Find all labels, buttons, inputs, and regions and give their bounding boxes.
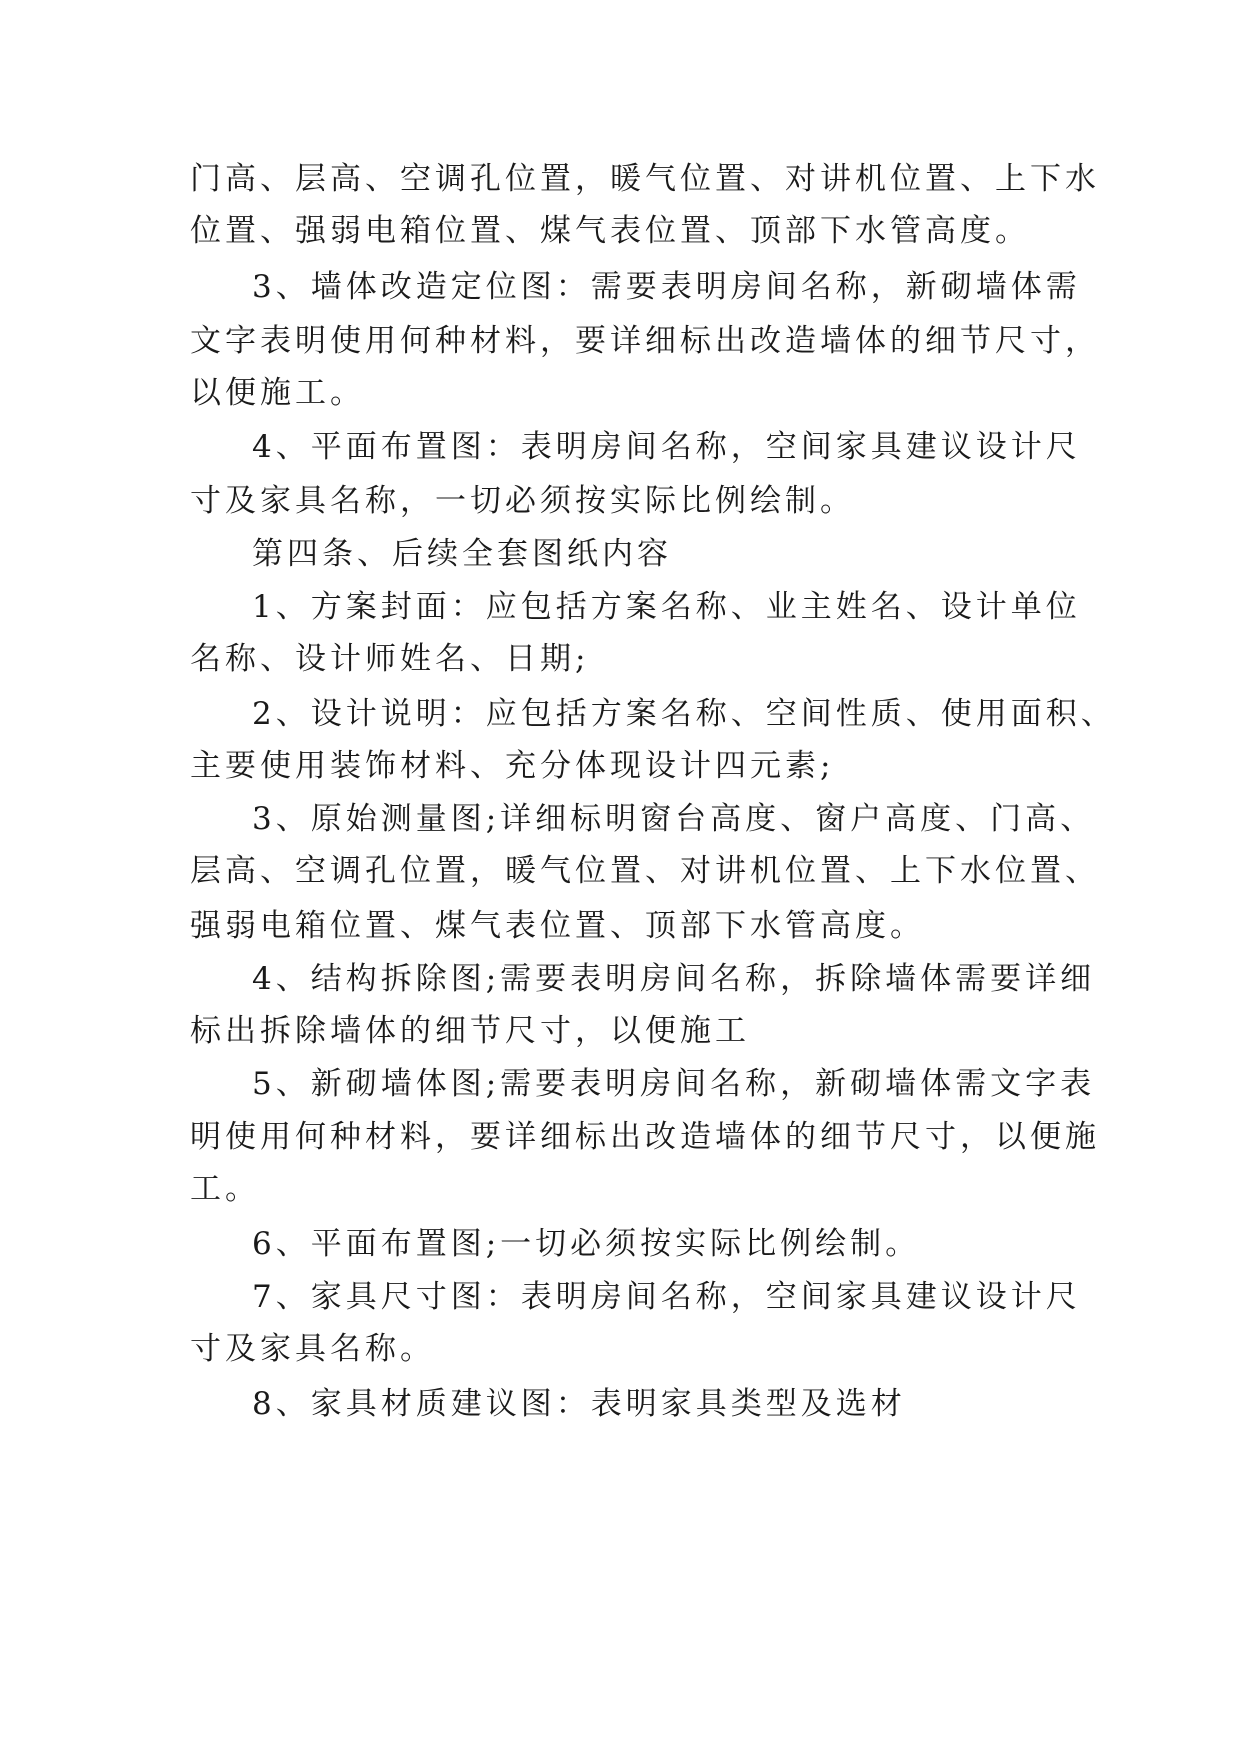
text-line: 6、平面布置图;一切必须按实际比例绘制。 (252, 1226, 921, 1262)
text-line: 工。 (190, 1171, 260, 1207)
text-line: 位置、强弱电箱位置、煤气表位置、顶部下水管高度。 (190, 213, 1030, 249)
text-line: 标出拆除墙体的细节尺寸，以便施工 (190, 1013, 750, 1049)
text-line: 3、原始测量图;详细标明窗台高度、窗户高度、门高、 (252, 801, 1096, 837)
text-line: 以便施工。 (190, 375, 365, 411)
text-line: 4、结构拆除图;需要表明房间名称，拆除墙体需要详细 (252, 961, 1096, 997)
text-line: 明使用何种材料，要详细标出改造墙体的细节尺寸，以便施 (190, 1119, 1100, 1155)
text-line: 1、方案封面：应包括方案名称、业主姓名、设计单位 (252, 589, 1081, 625)
text-line: 名称、设计师姓名、日期; (190, 641, 590, 677)
text-line: 层高、空调孔位置，暖气位置、对讲机位置、上下水位置、 (190, 853, 1100, 889)
text-line: 文字表明使用何种材料，要详细标出改造墙体的细节尺寸， (190, 323, 1100, 359)
text-line: 7、家具尺寸图：表明房间名称，空间家具建议设计尺 (252, 1279, 1081, 1315)
text-line: 2、设计说明：应包括方案名称、空间性质、使用面积、 (252, 696, 1116, 732)
text-line: 寸及家具名称，一切必须按实际比例绘制。 (190, 483, 855, 519)
text-line: 寸及家具名称。 (190, 1331, 435, 1367)
text-line: 3、墙体改造定位图：需要表明房间名称，新砌墙体需 (252, 269, 1081, 305)
text-line: 强弱电箱位置、煤气表位置、顶部下水管高度。 (190, 908, 925, 944)
text-line: 4、平面布置图：表明房间名称，空间家具建议设计尺 (252, 429, 1081, 465)
text-line: 5、新砌墙体图;需要表明房间名称，新砌墙体需文字表 (252, 1066, 1096, 1102)
section-heading: 第四条、后续全套图纸内容 (252, 536, 672, 572)
text-line: 8、家具材质建议图：表明家具类型及选材 (252, 1386, 906, 1422)
text-line: 主要使用装饰材料、充分体现设计四元素; (190, 748, 835, 784)
text-line: 门高、层高、空调孔位置，暖气位置、对讲机位置、上下水 (190, 161, 1100, 197)
